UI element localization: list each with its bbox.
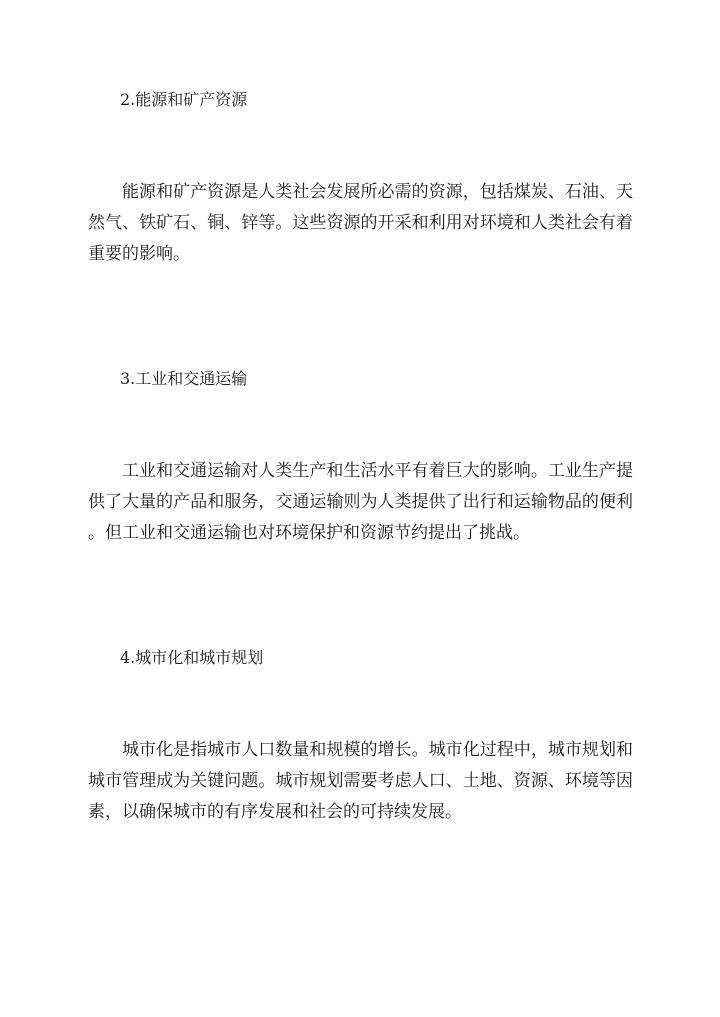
paragraph-line: 供了大量的产品和服务，交通运输则为人类提供了出行和运输物品的便利 [88,492,633,512]
section-paragraph [88,456,633,549]
section-heading: 3.工业和交通运输 [120,369,248,388]
section-heading: 4.城市化和城市规划 [120,648,264,667]
section-heading: 2.能源和矿产资源 [120,90,248,109]
paragraph-line: 城市管理成为关键问题。城市规划需要考虑人口、土地、资源、环境等因 [88,771,633,791]
paragraph-line: 然气、铁矿石、铜、锌等。这些资源的开采和利用对环境和人类社会有着 [88,213,633,233]
paragraph-line: 素，以确保城市的有序发展和社会的可持续发展。 [88,802,462,822]
paragraph-line: 。但工业和交通运输也对环境保护和资源节约提出了挑战。 [88,523,530,543]
section-paragraph [88,735,633,828]
paragraph-line: 工业和交通运输对人类生产和生活水平有着巨大的影响。工业生产提 [122,461,633,481]
section-paragraph [88,177,633,270]
paragraph-line: 重要的影响。 [88,244,190,264]
paragraph-line: 能源和矿产资源是人类社会发展所必需的资源，包括煤炭、石油、天 [122,182,633,202]
paragraph-line: 城市化是指城市人口数量和规模的增长。城市化过程中，城市规划和 [122,740,633,760]
